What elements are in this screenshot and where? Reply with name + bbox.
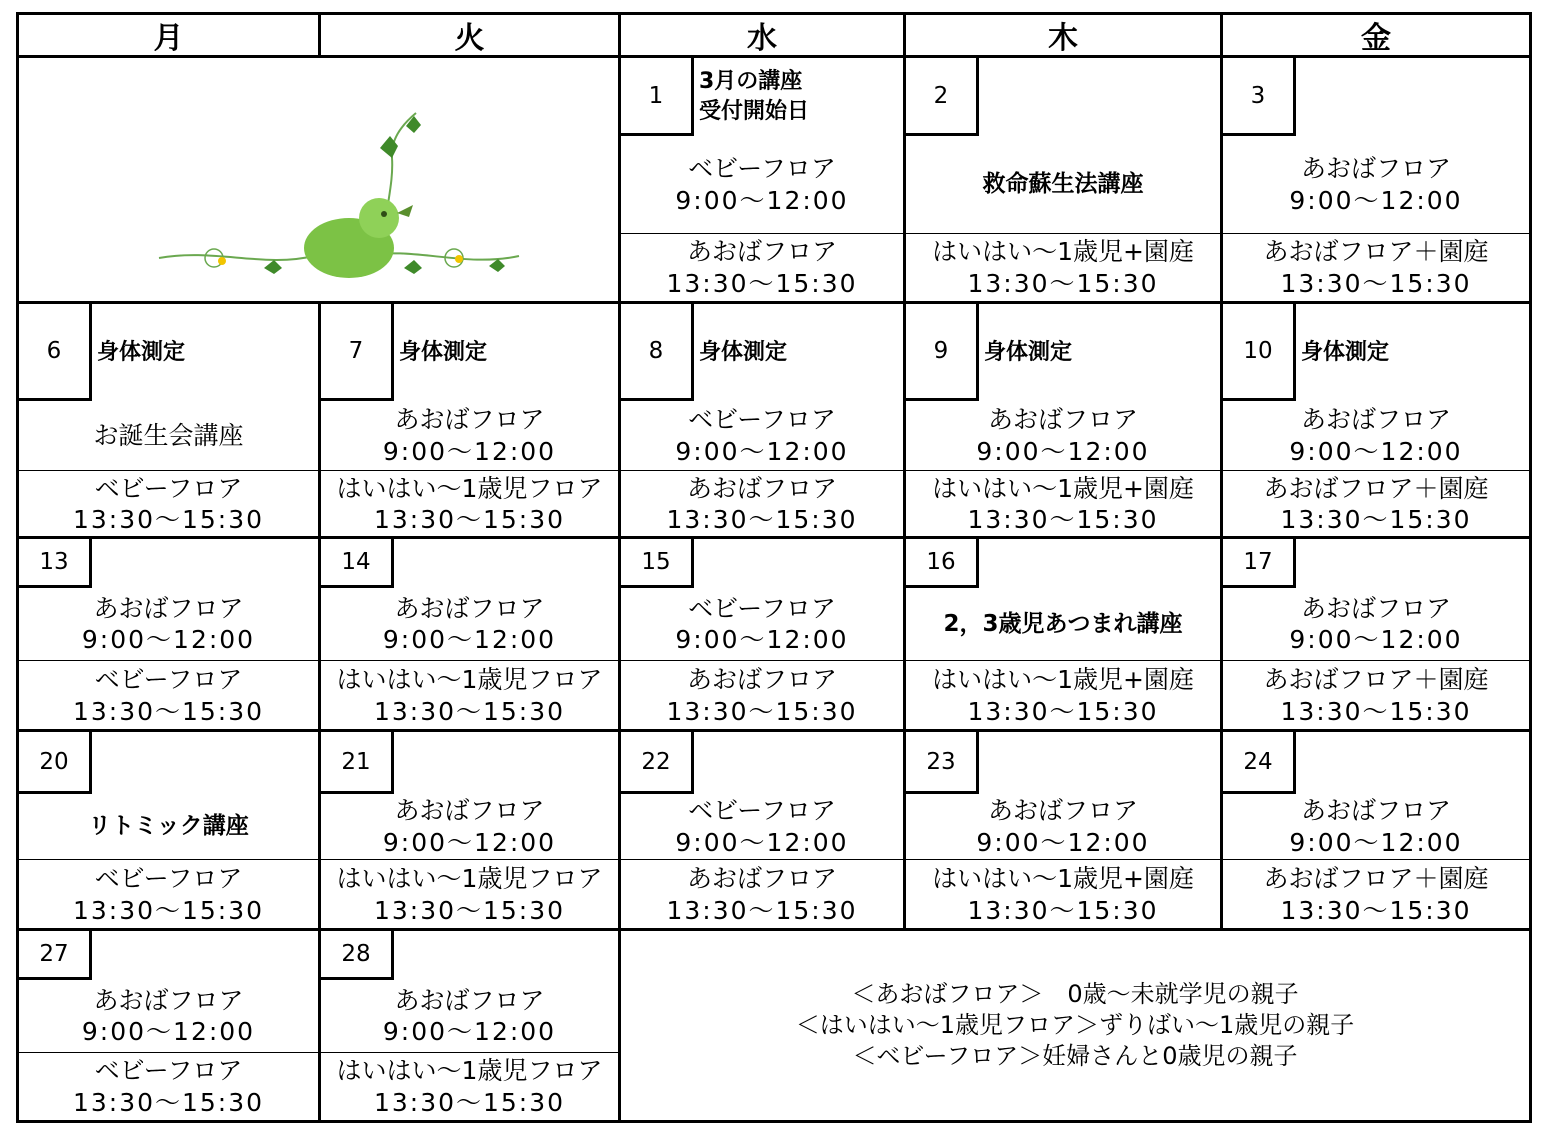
floor-name: あおばフロア [686, 864, 837, 894]
day-number: 13 [19, 539, 92, 588]
day-note: 身体測定 [984, 339, 1073, 365]
morning-slot [906, 401, 1220, 471]
time-range: 9:00〜12:00 [675, 436, 849, 466]
morning-slot [621, 794, 903, 860]
morning-slot [321, 794, 618, 860]
afternoon-slot [1223, 234, 1529, 301]
day-note: 3月の講座 受付開始日 [699, 69, 810, 124]
legend-item-haihai: ＜はいはい〜1歳児フロア＞ずりばい〜1歳児の親子 [795, 1010, 1355, 1039]
time-range: 13:30〜15:30 [967, 505, 1159, 534]
time-range: 9:00〜12:00 [382, 625, 557, 654]
header-monday: 月 [19, 15, 321, 58]
day-cell [906, 732, 1223, 931]
time-range: 9:00〜12:00 [976, 436, 1150, 466]
time-range: 13:30〜15:30 [1280, 505, 1472, 534]
day-cell [19, 732, 321, 931]
time-range: 13:30〜15:30 [72, 895, 265, 925]
day-number: 27 [19, 931, 92, 980]
legend-cell [621, 931, 1529, 1120]
afternoon-slot [621, 234, 903, 301]
floor-name: あおばフロア [987, 796, 1138, 826]
floor-name: ベビーフロア [94, 473, 243, 503]
afternoon-slot [1223, 661, 1529, 730]
time-range: 9:00〜12:00 [382, 436, 557, 466]
bird-vine-illustration [154, 108, 524, 283]
day-cell [621, 539, 906, 732]
time-range: 13:30〜15:30 [373, 696, 566, 726]
time-range: 9:00〜12:00 [976, 827, 1150, 857]
event-slot: リトミック講座 [19, 794, 318, 860]
day-cell [321, 304, 621, 539]
time-range: 13:30〜15:30 [1280, 895, 1472, 925]
time-range: 13:30〜15:30 [373, 895, 566, 925]
floor-name: はいはい〜1歳児フロア [336, 473, 603, 503]
floor-name: ベビーフロア [688, 796, 836, 826]
floor-name: あおばフロア [93, 985, 244, 1015]
morning-slot [321, 401, 618, 471]
afternoon-slot [321, 860, 618, 929]
floor-name: はいはい〜1歳児フロア [336, 665, 603, 695]
header-friday: 金 [1223, 15, 1529, 58]
day-number: 8 [621, 304, 694, 401]
day-cell [1223, 304, 1529, 539]
afternoon-slot [906, 234, 1220, 301]
afternoon-slot [1223, 860, 1529, 929]
floor-name: あおばフロア [394, 593, 545, 623]
morning-slot [1223, 794, 1529, 860]
time-range: 13:30〜15:30 [72, 1087, 265, 1117]
floor-legend [621, 931, 1529, 1120]
time-range: 9:00〜12:00 [81, 1017, 256, 1046]
header-wednesday: 水 [621, 15, 906, 58]
time-range: 9:00〜12:00 [675, 185, 849, 215]
day-number: 9 [906, 304, 979, 401]
time-range: 9:00〜12:00 [675, 625, 849, 654]
time-range: 13:30〜15:30 [967, 696, 1159, 726]
floor-name: あおばフロア [93, 593, 244, 623]
day-cell [19, 539, 321, 732]
time-range: 13:30〜15:30 [666, 696, 858, 726]
day-cell [1223, 58, 1529, 304]
morning-slot [321, 980, 618, 1053]
day-cell [321, 732, 621, 931]
time-range: 9:00〜12:00 [1289, 827, 1463, 857]
time-range: 13:30〜15:30 [373, 1087, 566, 1117]
day-cell [321, 931, 621, 1120]
floor-name: あおばフロア [1300, 154, 1451, 184]
header-thursday: 木 [906, 15, 1223, 58]
morning-slot [19, 588, 318, 661]
time-range: 13:30〜15:30 [72, 505, 265, 534]
time-range: 13:30〜15:30 [373, 505, 566, 534]
floor-name: あおばフロア＋園庭 [1263, 473, 1489, 503]
floor-name: ベビーフロア [688, 154, 836, 184]
morning-slot [1223, 401, 1529, 471]
floor-name: あおばフロア＋園庭 [1263, 864, 1489, 894]
morning-slot [1223, 136, 1529, 234]
day-number: 3 [1223, 58, 1296, 136]
day-cell [19, 304, 321, 539]
event-slot: お誕生会講座 [19, 401, 318, 471]
time-range: 9:00〜12:00 [1289, 625, 1463, 654]
afternoon-slot [19, 860, 318, 929]
time-range: 13:30〜15:30 [666, 895, 858, 925]
day-cell [19, 931, 321, 1120]
floor-name: あおばフロア [1300, 593, 1451, 623]
day-number: 24 [1223, 732, 1296, 794]
day-number: 7 [321, 304, 394, 401]
floor-name: あおばフロア＋園庭 [1263, 237, 1489, 267]
afternoon-slot [321, 471, 618, 537]
day-number: 14 [321, 539, 394, 588]
day-cell [906, 304, 1223, 539]
day-number: 16 [906, 539, 979, 588]
day-cell [621, 732, 906, 931]
day-number: 2 [906, 58, 979, 136]
afternoon-slot [906, 860, 1220, 929]
day-cell [1223, 732, 1529, 931]
floor-name: あおばフロア [686, 665, 837, 695]
day-number: 10 [1223, 304, 1296, 401]
afternoon-slot [906, 661, 1220, 730]
afternoon-slot [321, 661, 618, 730]
day-number: 22 [621, 732, 694, 794]
day-number: 17 [1223, 539, 1296, 588]
day-number: 15 [621, 539, 694, 588]
floor-name: あおばフロア [686, 237, 837, 267]
afternoon-slot [19, 661, 318, 730]
time-range: 9:00〜12:00 [382, 827, 557, 857]
time-range: 13:30〜15:30 [1280, 268, 1472, 298]
day-note: 身体測定 [1301, 339, 1390, 365]
morning-slot [621, 401, 903, 471]
time-range: 13:30〜15:30 [1280, 696, 1472, 726]
day-note: 身体測定 [97, 339, 186, 365]
floor-name: ベビーフロア [94, 1056, 243, 1086]
floor-name: ベビーフロア [94, 864, 243, 894]
floor-name: はいはい〜1歳児+園庭 [932, 864, 1194, 894]
afternoon-slot [621, 661, 903, 730]
afternoon-slot [321, 1053, 618, 1120]
day-cell [1223, 539, 1529, 732]
day-note: 身体測定 [399, 339, 488, 365]
header-tuesday: 火 [321, 15, 621, 58]
decoration-cell [19, 58, 621, 304]
time-range: 9:00〜12:00 [382, 1017, 557, 1046]
floor-name: あおばフロア [394, 796, 545, 826]
day-number: 20 [19, 732, 92, 794]
day-note: 身体測定 [699, 339, 788, 365]
floor-name: はいはい〜1歳児+園庭 [932, 473, 1194, 503]
time-range: 13:30〜15:30 [666, 268, 858, 298]
event-slot: 救命蘇生法講座 [906, 136, 1220, 234]
floor-name: あおばフロア [987, 405, 1138, 435]
day-cell [906, 58, 1223, 304]
floor-name: あおばフロア [1300, 796, 1451, 826]
afternoon-slot [621, 860, 903, 929]
morning-slot [1223, 588, 1529, 661]
afternoon-slot [1223, 471, 1529, 537]
morning-slot [906, 794, 1220, 860]
floor-name: あおばフロア＋園庭 [1263, 665, 1489, 695]
day-cell [321, 539, 621, 732]
day-number: 6 [19, 304, 92, 401]
morning-slot [621, 588, 903, 661]
day-cell [621, 58, 906, 304]
floor-name: はいはい〜1歳児+園庭 [932, 665, 1194, 695]
floor-name: あおばフロア [1300, 405, 1451, 435]
floor-name: はいはい〜1歳児フロア [336, 1056, 603, 1086]
floor-name: あおばフロア [394, 405, 545, 435]
morning-slot [321, 588, 618, 661]
afternoon-slot [621, 471, 903, 537]
floor-name: あおばフロア [394, 985, 545, 1015]
morning-slot [621, 136, 903, 234]
day-number: 28 [321, 931, 394, 980]
morning-slot [19, 980, 318, 1053]
time-range: 13:30〜15:30 [967, 268, 1159, 298]
time-range: 13:30〜15:30 [72, 696, 265, 726]
day-number: 23 [906, 732, 979, 794]
time-range: 13:30〜15:30 [967, 895, 1159, 925]
day-cell [621, 304, 906, 539]
day-number: 1 [621, 58, 694, 136]
afternoon-slot [906, 471, 1220, 537]
floor-name: はいはい〜1歳児フロア [336, 864, 603, 894]
time-range: 9:00〜12:00 [81, 625, 256, 654]
afternoon-slot [19, 471, 318, 537]
floor-name: あおばフロア [686, 473, 837, 503]
calendar-grid [16, 12, 1532, 1123]
time-range: 9:00〜12:00 [675, 827, 849, 857]
day-number: 21 [321, 732, 394, 794]
legend-item-aoba: ＜あおばフロア＞ 0歳〜未就学児の親子 [851, 979, 1299, 1008]
floor-name: ベビーフロア [688, 593, 836, 623]
afternoon-slot [19, 1053, 318, 1120]
legend-item-baby: ＜ベビーフロア＞妊婦さんと0歳児の親子 [852, 1042, 1298, 1071]
floor-name: ベビーフロア [688, 405, 836, 435]
time-range: 13:30〜15:30 [666, 505, 858, 534]
floor-name: ベビーフロア [94, 665, 243, 695]
floor-name: はいはい〜1歳児+園庭 [932, 237, 1194, 267]
day-cell [906, 539, 1223, 732]
time-range: 9:00〜12:00 [1289, 436, 1463, 466]
event-slot: 2，3歳児あつまれ講座 [906, 588, 1220, 661]
time-range: 9:00〜12:00 [1289, 185, 1463, 215]
